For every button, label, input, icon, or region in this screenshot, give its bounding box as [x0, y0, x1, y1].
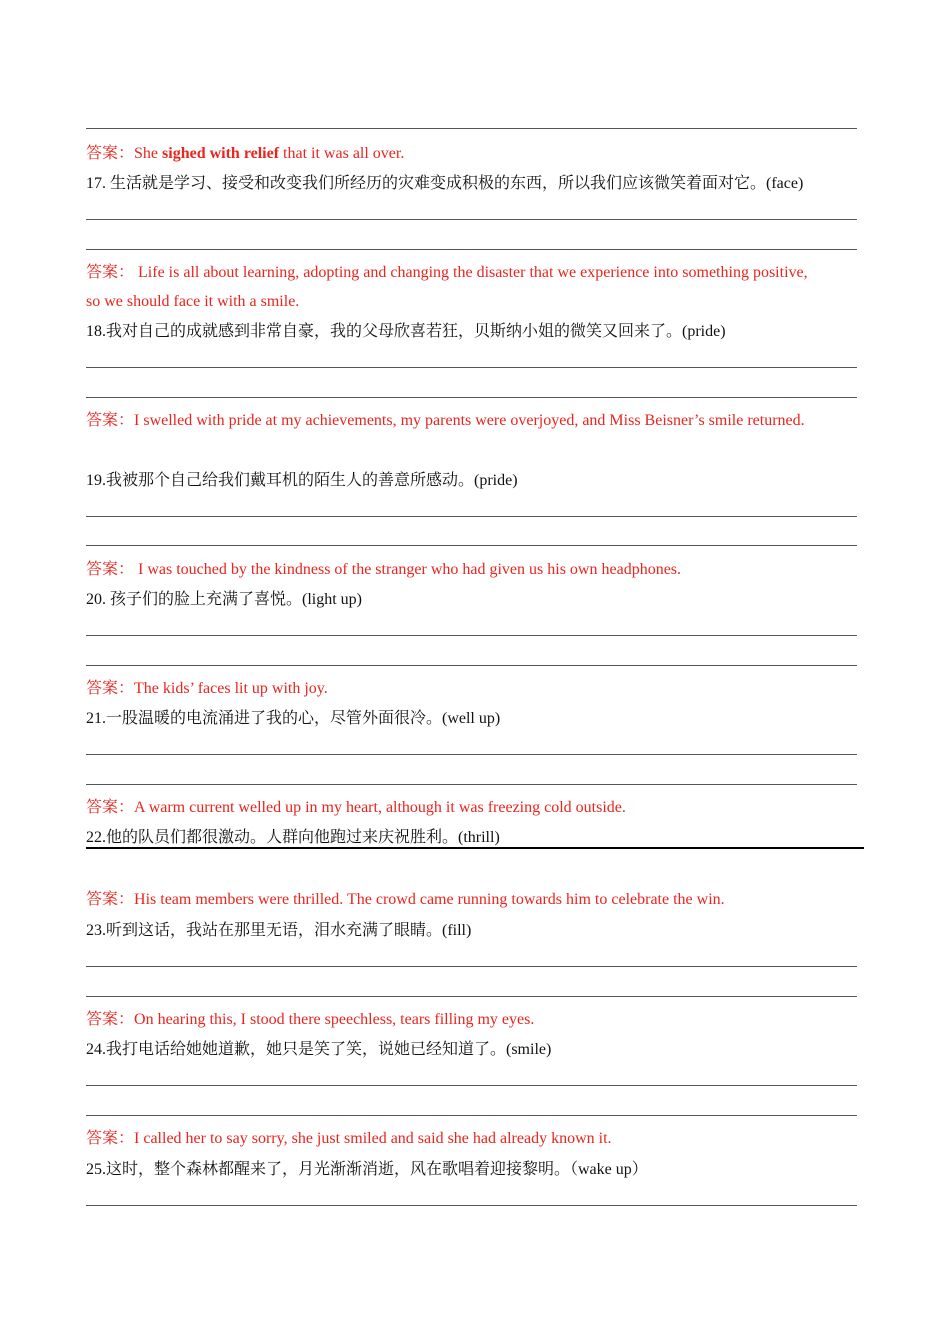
question-text: 22.他的队员们都很激动。人群向他跑过来庆祝胜利。(thrill) — [86, 829, 500, 846]
answer-label: 答案： — [86, 891, 135, 908]
question-text: 17. 生活就是学习、接受和改变我们所经历的灾难变成积极的东西，所以我们应该微笑着面对它。(face) — [86, 175, 804, 192]
answer-line — [86, 635, 857, 636]
question-text: 25.这时，整个森林都醒来了，月光渐渐消逝，风在歌唱着迎接黎明。（wake up） — [86, 1161, 648, 1178]
answer-text-continued: so we should face it with a smile. — [86, 293, 300, 310]
answer-label: 答案： — [86, 412, 135, 429]
answer-line — [86, 754, 857, 755]
answer-text: 答案：The kids’ faces lit up with joy. — [86, 680, 328, 697]
question-text: 18.我对自己的成就感到非常自豪，我的父母欣喜若狂，贝斯纳小姐的微笑又回来了。(pride) — [86, 323, 726, 340]
answer-text: 答案：On hearing this, I stood there speechless, tears filling my eyes. — [86, 1011, 535, 1028]
answer-line — [86, 1115, 857, 1116]
answer-line — [86, 784, 857, 785]
answer-text: 答案：She sighed with relief that it was all over. — [86, 145, 405, 162]
question-text: 19.我被那个自己给我们戴耳机的陌生人的善意所感动。(pride) — [86, 472, 518, 489]
answer-line — [86, 397, 857, 398]
answer-line — [86, 1085, 857, 1086]
answer-text: 答案： I was touched by the kindness of the stranger who had given us his own headphones. — [86, 561, 682, 578]
answer-label: 答案： — [86, 799, 135, 816]
answer-line-thick — [86, 847, 864, 849]
answer-text: 答案： Life is all about learning, adopting and changing the disaster that we experience into something positive, — [86, 264, 808, 281]
answer-text: 答案：His team members were thrilled. The crowd came running towards him to celebrate the win. — [86, 891, 725, 908]
answer-line — [86, 219, 857, 220]
answer-line — [86, 128, 857, 129]
answer-line — [86, 665, 857, 666]
answer-label: 答案： — [86, 145, 135, 162]
answer-line — [86, 966, 857, 967]
answer-line — [86, 367, 857, 368]
question-text: 24.我打电话给她她道歉，她只是笑了笑，说她已经知道了。(smile) — [86, 1041, 552, 1058]
answer-label: 答案： — [86, 264, 135, 281]
answer-label: 答案： — [86, 1011, 135, 1028]
answer-line — [86, 996, 857, 997]
answer-highlight: sighed with relief — [162, 145, 280, 162]
question-text: 23.听到这话，我站在那里无语，泪水充满了眼睛。(fill) — [86, 922, 472, 939]
answer-line — [86, 545, 857, 546]
question-text: 21.一股温暖的电流涌进了我的心，尽管外面很冷。(well up) — [86, 710, 501, 727]
answer-line — [86, 1205, 857, 1206]
answer-label: 答案： — [86, 561, 135, 578]
answer-text: 答案：I swelled with pride at my achievements, my parents were overjoyed, and Miss Beisner’s smile returned. — [86, 412, 805, 429]
answer-line — [86, 249, 857, 250]
answer-text: 答案：I called her to say sorry, she just smiled and said she had already known it. — [86, 1130, 612, 1147]
answer-text: 答案：A warm current welled up in my heart, although it was freezing cold outside. — [86, 799, 626, 816]
question-text: 20. 孩子们的脸上充满了喜悦。(light up) — [86, 591, 362, 608]
answer-label: 答案： — [86, 1130, 135, 1147]
answer-line — [86, 516, 857, 517]
answer-label: 答案： — [86, 680, 135, 697]
